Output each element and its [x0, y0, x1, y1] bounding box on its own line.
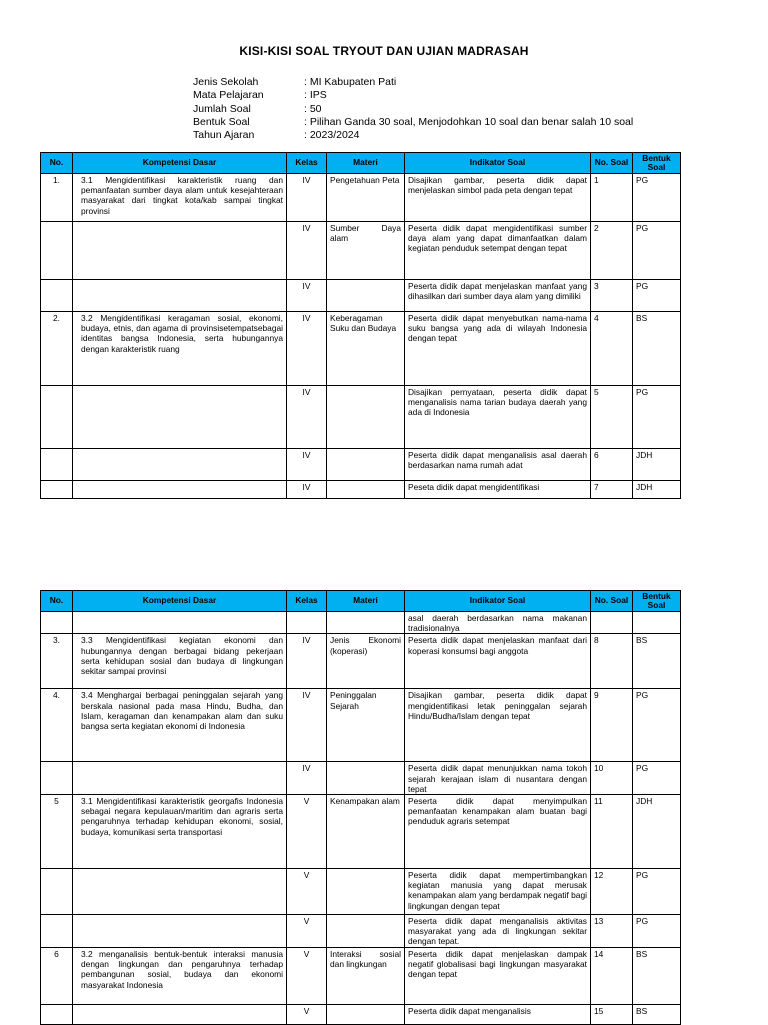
cell-no: 5 [41, 795, 73, 869]
cell-materi [327, 481, 405, 499]
cell-materi [327, 612, 405, 634]
cell-indikator-soal: Peserta didik dapat menganalisis aktivitas masyarakat yang ada di lingkungan sekitar dengan tepat. [405, 915, 591, 948]
cell-kompetensi-dasar [73, 386, 287, 449]
cell-no-soal [591, 612, 633, 634]
cell-kompetensi-dasar: 3.2 menganalisis bentuk-bentuk interaksi manusia dengan lingkungan dan pengaruhnya terhadap pembangunan sosial, budaya dan ekonomi masyarakat Indonesia [73, 948, 287, 1005]
cell-materi [327, 386, 405, 449]
cell-bentuk-soal: JDH [633, 481, 681, 499]
cell-kompetensi-dasar [73, 449, 287, 481]
cell-no [41, 612, 73, 634]
cell-no [41, 1005, 73, 1025]
cell-kelas: V [287, 869, 327, 915]
cell-indikator-soal: Peserta didik dapat menjelaskan manfaat yang dihasilkan dari sumber daya alam yang dimiliki [405, 280, 591, 312]
table-row [41, 222, 681, 280]
cell-bentuk-soal: PG [633, 174, 681, 222]
cell-kompetensi-dasar: 3.2 Mengidentifikasi keragaman sosial, ekonomi, budaya, etnis, dan agama di provinsisetempatsebagai identitas bangsa Indonesia, serta hubungannya dengan karakteristik ruang [73, 312, 287, 386]
cell-bentuk-soal: PG [633, 689, 681, 762]
cell-materi [327, 762, 405, 795]
table-header-row [41, 591, 681, 612]
cell-bentuk-soal [633, 612, 681, 634]
cell-kelas [287, 612, 327, 634]
meta-row [193, 103, 633, 116]
cell-kompetensi-dasar [73, 762, 287, 795]
cell-indikator-soal: Peserta didik dapat mengidentifikasi sumber daya alam yang dapat dimanfaatkan dalam kegiatan penduduk setempat dengan tepat [405, 222, 591, 280]
cell-no-soal: 11 [591, 795, 633, 869]
cell-kelas: IV [287, 280, 327, 312]
cell-no-soal: 9 [591, 689, 633, 762]
table-row [41, 174, 681, 222]
header-bentuk-soal: Bentuk Soal [633, 153, 681, 174]
cell-bentuk-soal: JDH [633, 795, 681, 869]
table-row [41, 1005, 681, 1025]
cell-no-soal: 6 [591, 449, 633, 481]
cell-kompetensi-dasar: 3.4 Menghargai berbagai peninggalan sejarah yang berskala nasional pada masa Hindu, Budha, dan Islam, keragaman dan kenampakan alam dan suku bangsa serta kegiatan ekonomi di Indonesia [73, 689, 287, 762]
cell-indikator-soal: Disajikan gambar, peserta didik dapat menjelaskan simbol pada peta dengan tepat [405, 174, 591, 222]
header-no: No. [41, 591, 73, 612]
cell-bentuk-soal: PG [633, 222, 681, 280]
table-row [41, 612, 681, 634]
cell-no-soal: 3 [591, 280, 633, 312]
header-bentuk-soal: Bentuk Soal [633, 591, 681, 612]
kisi-kisi-table-page-2 [40, 590, 681, 1025]
cell-no: 3. [41, 634, 73, 689]
cell-kompetensi-dasar [73, 915, 287, 948]
cell-no-soal: 2 [591, 222, 633, 280]
cell-no [41, 481, 73, 499]
cell-kompetensi-dasar [73, 869, 287, 915]
cell-indikator-soal: Peserta didik dapat mempertimbangkan kegiatan manusia yang dapat merusak kenampakan alam yang berdampak negatif bagi lingkungan dengan tepat [405, 869, 591, 915]
cell-kompetensi-dasar [73, 280, 287, 312]
header-indikator-soal: Indikator Soal [405, 153, 591, 174]
cell-materi: Pengetahuan Peta [327, 174, 405, 222]
meta-value: : IPS [304, 89, 327, 102]
cell-materi: Peninggalan Sejarah [327, 689, 405, 762]
cell-no-soal: 15 [591, 1005, 633, 1025]
cell-kompetensi-dasar [73, 481, 287, 499]
cell-kompetensi-dasar: 3.1 Mengidentifikasi karakteristik georgafis Indonesia sebagai negara kepulauan/maritim dan agraris serta pengaruhnya terhadap kehidupan ekonomi, sosial, budaya, komunikasi serta transportasi [73, 795, 287, 869]
meta-value: : 2023/2024 [304, 129, 360, 142]
cell-kompetensi-dasar: 3.3 Mengidentifikasi kegiatan ekonomi dan hubungannya dengan berbagai bidang pekerjaan serta kehidupan sosial dan budaya di lingkungan sekitar sampai provinsi [73, 634, 287, 689]
cell-bentuk-soal: PG [633, 915, 681, 948]
cell-kelas: IV [287, 449, 327, 481]
cell-kelas: V [287, 795, 327, 869]
table-row [41, 280, 681, 312]
table-row [41, 762, 681, 795]
cell-kelas: IV [287, 174, 327, 222]
cell-materi [327, 1005, 405, 1025]
header-no: No. [41, 153, 73, 174]
cell-materi [327, 449, 405, 481]
cell-indikator-soal: Peserta didik dapat menyimpulkan pemanfaatan kenampakan alam buatan bagi penduduk agraris setempat [405, 795, 591, 869]
document-title: KISI-KISI SOAL TRYOUT DAN UJIAN MADRASAH [239, 44, 529, 58]
meta-value: : MI Kabupaten Pati [304, 76, 397, 88]
cell-no-soal: 13 [591, 915, 633, 948]
cell-bentuk-soal: PG [633, 386, 681, 449]
meta-label: Bentuk Soal [193, 115, 250, 128]
header-kelas: Kelas [287, 153, 327, 174]
cell-materi: Kenampakan alam [327, 795, 405, 869]
cell-no [41, 449, 73, 481]
document-meta [193, 76, 633, 142]
cell-materi: Jenis Ekonomi (koperasi) [327, 634, 405, 689]
table-row [41, 869, 681, 915]
cell-no-soal: 8 [591, 634, 633, 689]
cell-kelas: IV [287, 312, 327, 386]
cell-kelas: IV [287, 634, 327, 689]
meta-label: Tahun Ajaran [193, 129, 255, 142]
cell-indikator-soal: Peserta didik dapat menjelaskan manfaat dari koperasi konsumsi bagi anggota [405, 634, 591, 689]
header-materi: Materi [327, 591, 405, 612]
cell-no [41, 762, 73, 795]
cell-kompetensi-dasar [73, 1005, 287, 1025]
cell-kelas: IV [287, 689, 327, 762]
cell-kelas: IV [287, 762, 327, 795]
meta-label: Mata Pelajaran [193, 89, 264, 102]
table-row [41, 386, 681, 449]
cell-kelas: IV [287, 386, 327, 449]
cell-no: 4. [41, 689, 73, 762]
cell-bentuk-soal: JDH [633, 449, 681, 481]
cell-kelas: IV [287, 481, 327, 499]
cell-no: 1. [41, 174, 73, 222]
cell-indikator-soal: Peserta didik dapat menunjukkan nama tokoh sejarah kerajaan islam di nusantara dengan tepat [405, 762, 591, 795]
table-row [41, 634, 681, 689]
cell-indikator-soal: Peserta didik dapat menganalisis [405, 1005, 591, 1025]
cell-bentuk-soal: BS [633, 948, 681, 1005]
cell-no-soal: 12 [591, 869, 633, 915]
cell-no-soal: 14 [591, 948, 633, 1005]
cell-materi: Keberagaman Suku dan Budaya [327, 312, 405, 386]
cell-indikator-soal: Peserta didik dapat menganalisis asal daerah berdasarkan nama rumah adat [405, 449, 591, 481]
cell-no-soal: 5 [591, 386, 633, 449]
header-materi: Materi [327, 153, 405, 174]
cell-no [41, 222, 73, 280]
cell-no [41, 915, 73, 948]
cell-materi: Sumber Daya alam [327, 222, 405, 280]
cell-no [41, 386, 73, 449]
table-row [41, 689, 681, 762]
cell-indikator-soal: Peseta didik dapat mengidentifikasi [405, 481, 591, 499]
cell-bentuk-soal: PG [633, 280, 681, 312]
table-header-row [41, 153, 681, 174]
meta-value: : Pilihan Ganda 30 soal, Menjodohkan 10 soal dan benar salah 10 soal [304, 115, 634, 128]
table-row [41, 449, 681, 481]
meta-row [193, 116, 633, 129]
table-row [41, 795, 681, 869]
cell-no [41, 869, 73, 915]
cell-bentuk-soal: BS [633, 1005, 681, 1025]
cell-bentuk-soal: PG [633, 869, 681, 915]
cell-kompetensi-dasar [73, 612, 287, 634]
meta-label: Jumlah Soal [193, 102, 251, 115]
header-kelas: Kelas [287, 591, 327, 612]
cell-indikator-soal: Disajikan gambar, peserta didik dapat mengidentifikasi letak peninggalan sejarah Hindu/Budha/Islam dengan tepat [405, 689, 591, 762]
cell-indikator-soal: Disajikan pernyataan, peserta didik dapat menganalisis nama tarian budaya daerah yang ada di Indonesia [405, 386, 591, 449]
cell-bentuk-soal: BS [633, 634, 681, 689]
meta-row [193, 76, 633, 89]
cell-kompetensi-dasar [73, 222, 287, 280]
cell-indikator-soal: asal daerah berdasarkan nama makanan tradisionalnya [405, 612, 591, 634]
cell-materi [327, 280, 405, 312]
cell-kompetensi-dasar: 3.1 Mengidentifikasi karakteristik ruang dan pemanfaatan sumber daya alam untuk kesejahteraan masyarakat dari tingkat kota/kab sampai tingkat provinsi [73, 174, 287, 222]
cell-materi [327, 869, 405, 915]
cell-no-soal: 1 [591, 174, 633, 222]
cell-no-soal: 4 [591, 312, 633, 386]
cell-no-soal: 10 [591, 762, 633, 795]
table-row [41, 481, 681, 499]
meta-value: : 50 [304, 102, 322, 115]
cell-kelas: V [287, 915, 327, 948]
table-row [41, 948, 681, 1005]
header-no-soal: No. Soal [591, 591, 633, 612]
cell-kelas: V [287, 1005, 327, 1025]
cell-indikator-soal: Peserta didik dapat menjelaskan dampak negatif globalisasi bagi lingkungan masyarakat dengan tepat [405, 948, 591, 1005]
cell-bentuk-soal: PG [633, 762, 681, 795]
cell-no [41, 280, 73, 312]
cell-no-soal: 7 [591, 481, 633, 499]
cell-kelas: IV [287, 222, 327, 280]
cell-materi [327, 915, 405, 948]
header-indikator-soal: Indikator Soal [405, 591, 591, 612]
table-row [41, 312, 681, 386]
meta-row [193, 89, 633, 102]
meta-label: Jenis Sekolah [193, 76, 259, 88]
header-kompetensi-dasar: Kompetensi Dasar [73, 591, 287, 612]
cell-materi: Interaksi sosial dan lingkungan [327, 948, 405, 1005]
header-no-soal: No. Soal [591, 153, 633, 174]
page-break [0, 505, 768, 575]
cell-no: 6 [41, 948, 73, 1005]
cell-kelas: V [287, 948, 327, 1005]
table-row [41, 915, 681, 948]
meta-row [193, 129, 633, 142]
cell-bentuk-soal: BS [633, 312, 681, 386]
cell-no: 2. [41, 312, 73, 386]
cell-indikator-soal: Peserta didik dapat menyebutkan nama-nama suku bangsa yang ada di wilayah Indonesia dengan tepat [405, 312, 591, 386]
kisi-kisi-table-page-1 [40, 152, 681, 499]
header-kompetensi-dasar: Kompetensi Dasar [73, 153, 287, 174]
